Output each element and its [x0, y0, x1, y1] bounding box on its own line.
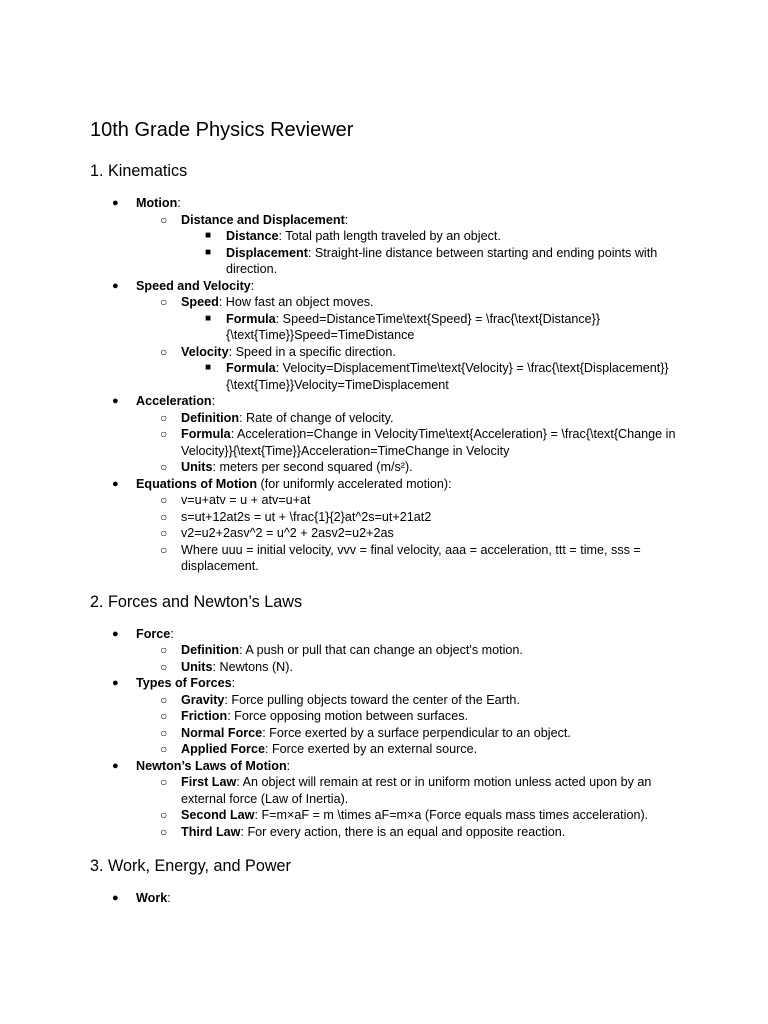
- list-level-2: [136, 410, 690, 476]
- item-text: : Acceleration=Change in VelocityTime\text{Acceleration} = \frac{\text{Change in Velocity}}{\text{Time}}Acceleration=TimeChange in Velocity: [181, 427, 676, 458]
- term-label: Types of Forces: [136, 676, 232, 690]
- item-text: :: [231, 676, 236, 690]
- item-text: : F=m×aF = m \times aF=m×a (Force equals mass times acceleration).: [254, 808, 649, 822]
- list-item: [136, 294, 690, 344]
- item-text: : How fast an object moves.: [218, 295, 374, 309]
- list-level-2: [136, 294, 690, 393]
- document-title: 10th Grade Physics Reviewer: [90, 119, 354, 141]
- item-text: : Total path length traveled by an object.: [278, 229, 501, 243]
- bullet-icon: ○: [160, 643, 168, 657]
- term-label: Motion: [136, 196, 178, 210]
- term-label: Speed: [181, 295, 219, 309]
- section: [90, 161, 690, 575]
- term-label: Displacement: [226, 245, 308, 260]
- bullet-icon: ○: [160, 725, 168, 740]
- bullet-icon: ○: [160, 526, 168, 540]
- item-text: : Force exerted by a surface perpendicular to an object.: [262, 725, 571, 740]
- bullet-icon: ○: [160, 542, 168, 557]
- bullet-icon: ○: [160, 212, 168, 227]
- bullet-icon: ■: [205, 362, 212, 373]
- term-label: Equations of Motion: [136, 476, 258, 491]
- term-label: Speed and Velocity: [136, 278, 251, 293]
- bullet-icon: ●: [112, 197, 119, 209]
- bullet-icon: ○: [160, 295, 168, 309]
- bullet-icon: ○: [160, 808, 168, 822]
- section: [90, 856, 690, 907]
- term-label: Formula: [181, 427, 231, 441]
- term-label: Velocity: [181, 344, 229, 359]
- item-text: :: [250, 278, 255, 293]
- term-label: Applied Force: [181, 742, 265, 756]
- list-item: [136, 542, 690, 575]
- section: [90, 592, 690, 841]
- term-label: Definition: [181, 643, 240, 657]
- list-level-3: [181, 311, 690, 344]
- item-text: v2=u2+2asv^2 = u^2 + 2asv2=u2+2as: [181, 526, 394, 540]
- item-text: (for uniformly accelerated motion):: [257, 476, 452, 491]
- list-level-1: [90, 890, 690, 907]
- term-label: Formula: [226, 311, 276, 326]
- bullet-icon: ○: [160, 493, 168, 507]
- bullet-icon: ●: [112, 627, 119, 640]
- item-text: :: [170, 626, 174, 641]
- term-label: Force: [136, 626, 171, 641]
- list-level-2: [136, 692, 690, 758]
- bullet-icon: ○: [160, 742, 168, 756]
- item-text: : Velocity=DisplacementTime\text{Velocity} = \frac{\text{Displacement}}{\text{Time}}Velocity=TimeDisplacement: [226, 361, 669, 392]
- bullet-icon: ■: [205, 230, 212, 241]
- list-item: [136, 659, 690, 676]
- bullet-icon: ■: [205, 246, 212, 258]
- bullet-icon: ○: [160, 410, 168, 425]
- bullet-icon: ■: [205, 312, 212, 324]
- item-text: : Force exerted by an external source.: [264, 742, 478, 756]
- bullet-icon: ●: [112, 279, 119, 292]
- list-item: [136, 708, 690, 725]
- list-item: [181, 311, 690, 344]
- term-label: Distance and Displacement: [181, 212, 345, 227]
- bullet-icon: ○: [160, 824, 168, 839]
- list-item: [90, 890, 690, 907]
- list-level-2: [136, 492, 690, 575]
- list-item: [136, 824, 690, 841]
- bullet-icon: ○: [160, 460, 168, 474]
- section-heading: 1. Kinematics: [90, 162, 188, 180]
- list-item: [181, 245, 690, 278]
- item-text: : A push or pull that can change an object's motion.: [239, 643, 523, 657]
- term-label: Distance: [226, 229, 279, 243]
- item-text: : Speed=DistanceTime\text{Speed} = \frac{\text{Distance}}{\text{Time}}Speed=TimeDistance: [226, 311, 601, 342]
- bullet-icon: ●: [112, 395, 119, 407]
- item-text: Where uuu = initial velocity, vvv = final velocity, aaa = acceleration, ttt = time, sss = displacement.: [181, 542, 641, 573]
- term-label: Units: [181, 659, 213, 674]
- list-item: [136, 410, 690, 427]
- term-label: Definition: [181, 410, 240, 425]
- bullet-icon: ●: [112, 759, 119, 772]
- term-label: Newton’s Laws of Motion: [136, 758, 287, 773]
- term-label: Friction: [181, 709, 228, 723]
- list-item: [136, 344, 690, 394]
- bullet-icon: ○: [160, 427, 168, 441]
- bullet-icon: ○: [160, 709, 168, 723]
- list-item: [90, 393, 690, 476]
- list-level-2: [136, 642, 690, 675]
- list-item: [136, 741, 690, 758]
- item-text: : Speed in a specific direction.: [228, 344, 396, 359]
- list-level-2: [136, 774, 690, 840]
- list-item: [136, 774, 690, 807]
- item-text: :: [211, 394, 216, 408]
- list-item: [181, 360, 690, 393]
- list-item: [136, 492, 690, 509]
- bullet-icon: ○: [160, 659, 168, 674]
- list-item: [136, 459, 690, 476]
- list-level-1: [90, 195, 690, 575]
- list-item: [90, 626, 690, 676]
- item-text: : Force pulling objects toward the center of the Earth.: [224, 692, 520, 707]
- item-text: :: [344, 212, 349, 227]
- section-heading: 3. Work, Energy, and Power: [90, 857, 291, 875]
- term-label: Third Law: [181, 824, 241, 839]
- item-text: :: [177, 196, 181, 210]
- list-item: [90, 195, 690, 278]
- list-level-1: [90, 626, 690, 841]
- item-text: s=ut+12at2s = ut + \frac{1}{2}at^2s=ut+21at2: [181, 509, 432, 524]
- document-body: [90, 118, 690, 921]
- term-label: Formula: [226, 361, 276, 375]
- list-item: [181, 228, 690, 245]
- list-item: [90, 758, 690, 841]
- list-item: [136, 725, 690, 742]
- bullet-icon: ○: [160, 775, 168, 789]
- item-text: : Force opposing motion between surfaces.: [227, 709, 468, 723]
- term-label: Work: [136, 891, 168, 905]
- bullet-icon: ●: [112, 477, 119, 490]
- item-text: :: [167, 891, 171, 905]
- list-item: [136, 642, 690, 659]
- section-heading: 2. Forces and Newton’s Laws: [90, 592, 303, 611]
- term-label: First Law: [181, 775, 237, 789]
- item-text: : Rate of change of velocity.: [239, 410, 394, 425]
- bullet-icon: ○: [160, 509, 168, 524]
- term-label: Acceleration: [136, 394, 212, 408]
- list-item: [136, 212, 690, 278]
- item-text: : Straight-line distance between starting and ending points with direction.: [226, 245, 658, 276]
- item-text: : Newtons (N).: [212, 659, 293, 674]
- list-level-2: [136, 212, 690, 278]
- term-label: Units: [181, 460, 213, 474]
- list-level-3: [181, 360, 690, 393]
- list-item: [136, 692, 690, 709]
- list-item: [136, 509, 690, 526]
- item-text: : An object will remain at rest or in uniform motion unless acted upon by an external force (Law of Inertia).: [181, 775, 652, 806]
- item-text: : meters per second squared (m/s²).: [212, 460, 413, 474]
- bullet-icon: ○: [160, 344, 168, 359]
- item-text: v=u+atv = u + atv=u+at: [181, 493, 311, 507]
- bullet-icon: ○: [160, 692, 168, 707]
- list-item: [136, 807, 690, 824]
- term-label: Normal Force: [181, 725, 263, 740]
- item-text: : For every action, there is an equal and opposite reaction.: [240, 824, 566, 839]
- list-item: [90, 476, 690, 575]
- term-label: Second Law: [181, 808, 255, 822]
- bullet-icon: ●: [112, 892, 119, 904]
- list-item: [136, 426, 690, 459]
- item-text: :: [286, 758, 291, 773]
- list-item: [90, 675, 690, 758]
- list-level-3: [181, 228, 690, 278]
- sections-container: [90, 161, 690, 907]
- list-item: [90, 278, 690, 394]
- term-label: Gravity: [181, 692, 225, 707]
- list-item: [136, 525, 690, 542]
- bullet-icon: ●: [112, 677, 119, 689]
